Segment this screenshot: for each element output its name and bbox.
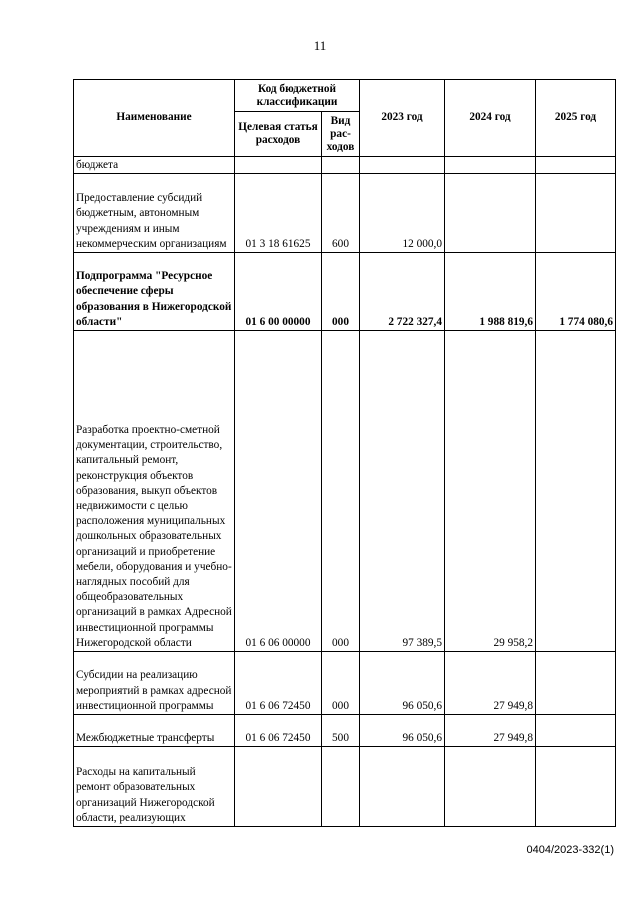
row-2023: 2 722 327,4 [360,253,445,331]
row-2024: 1 988 819,6 [445,253,536,331]
row-2023 [360,157,445,174]
row-code [235,747,322,827]
row-code: 01 6 06 00000 [235,331,322,652]
header-target-item: Целевая статья расходов [235,112,322,157]
table-row [74,331,616,652]
row-2023: 96 050,6 [360,652,445,715]
row-name: Предоставление субсидий бюджетным, автономным учреждениям и иным некоммерческим организациям [74,174,235,253]
row-code: 01 6 06 72450 [235,715,322,747]
row-type: 000 [322,253,360,331]
row-name: Межбюджетные трансферты [74,715,235,747]
row-type: 600 [322,174,360,253]
header-expense-type: Вид рас-ходов [322,112,360,157]
header-2025: 2025 год [536,80,616,157]
row-name: Расходы на капитальный ремонт образовательных организаций Нижегородской области, реализующих [74,747,235,827]
row-2025 [536,715,616,747]
row-2025 [536,331,616,652]
document-code: 0404/2023-332(1) [526,844,614,856]
row-2024: 27 949,8 [445,715,536,747]
header-name: Наименование [74,80,235,157]
table-row [74,157,616,174]
row-name: бюджета [74,157,235,174]
row-2025 [536,157,616,174]
row-type [322,157,360,174]
row-2024: 27 949,8 [445,652,536,715]
row-name: Субсидии на реализацию мероприятий в рамках адресной инвестиционной программы [74,652,235,715]
row-2024 [445,747,536,827]
row-2023: 96 050,6 [360,715,445,747]
header-budget-code: Код бюджетной классификации [235,80,360,112]
row-name: Подпрограмма "Ресурсное обеспечение сферы образования в Нижегородской области" [74,253,235,331]
table-row [74,747,616,827]
row-code: 01 6 06 72450 [235,652,322,715]
row-code: 01 6 00 00000 [235,253,322,331]
row-2023: 97 389,5 [360,331,445,652]
row-2023 [360,747,445,827]
row-2024: 29 958,2 [445,331,536,652]
row-code [235,157,322,174]
row-type: 000 [322,331,360,652]
row-2023: 12 000,0 [360,174,445,253]
header-2024: 2024 год [445,80,536,157]
table-row [74,715,616,747]
row-2025 [536,174,616,253]
table-row [74,174,616,253]
row-2025 [536,747,616,827]
row-name: Разработка проектно-сметной документации, строительство, капитальный ремонт, реконструкция объектов образования, выкуп объектов недвижимости с целью расположения муниципальных дошкольных образовательных организаций и приобретение мебели, оборудования и учебно-наглядных пособий для общеобразовательных организаций в рамках Адресной инвестиционной программы Нижегородской области [74,331,235,652]
page-number: 11 [313,38,327,53]
row-type: 500 [322,715,360,747]
row-type [322,747,360,827]
row-code: 01 3 18 61625 [235,174,322,253]
table-row [74,652,616,715]
row-2025: 1 774 080,6 [536,253,616,331]
row-2024 [445,157,536,174]
table-row [74,253,616,331]
row-2024 [445,174,536,253]
row-type: 000 [322,652,360,715]
row-2025 [536,652,616,715]
header-2023: 2023 год [360,80,445,157]
budget-table [73,79,616,827]
